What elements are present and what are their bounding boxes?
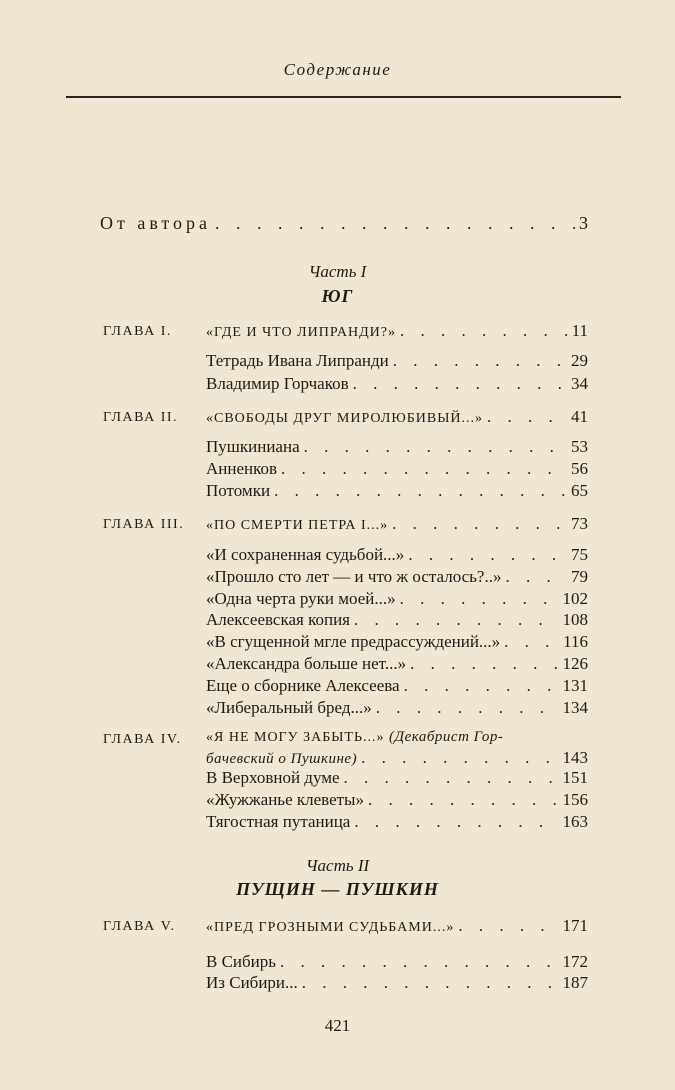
toc-entry-section[interactable]	[206, 952, 588, 972]
entry-title: В Верховной думе	[206, 768, 340, 787]
dot-leader	[280, 952, 558, 972]
toc-entry-chapter[interactable]	[206, 321, 588, 341]
toc-entry-section[interactable]	[206, 589, 588, 609]
entry-page: 79	[571, 567, 588, 586]
dot-leader	[458, 916, 558, 936]
entry-title: Тягостная путаница	[206, 812, 351, 831]
toc-entry-section[interactable]	[206, 459, 588, 479]
entry-title-note-cont: бачевский о Пушкине)	[206, 751, 358, 767]
dot-leader	[281, 459, 567, 479]
dot-leader	[354, 610, 559, 630]
entry-title: Потомки	[206, 481, 271, 500]
dot-leader	[410, 654, 558, 674]
entry-page: 102	[562, 589, 588, 608]
entry-page: 56	[571, 459, 588, 478]
dot-leader	[353, 374, 567, 394]
toc-entry-section[interactable]	[206, 545, 588, 565]
toc-entry-chapter[interactable]	[206, 916, 588, 936]
entry-page: 151	[562, 768, 588, 787]
chapter-number: ГЛАВА II.	[103, 410, 179, 425]
entry-title: «ПРЕД ГРОЗНЫМИ СУДЬБАМИ...»	[206, 920, 455, 935]
dot-leader	[400, 321, 568, 341]
entry-page: 75	[571, 545, 588, 564]
part-label: Часть I	[308, 262, 367, 281]
entry-title: «Александра больше нет...»	[206, 654, 407, 673]
part-title: ЮГ	[321, 286, 354, 306]
dot-leader	[215, 213, 575, 234]
chapter-number: ГЛАВА V.	[103, 919, 176, 934]
entry-title	[206, 751, 357, 768]
running-head: Содержание	[283, 60, 392, 79]
entry-page: 53	[571, 437, 588, 456]
entry-page: 108	[562, 610, 588, 629]
entry-title: «ГДЕ И ЧТО ЛИПРАНДИ?»	[206, 325, 396, 340]
entry-title: «В сгущенной мгле предрассуждений...»	[206, 632, 501, 651]
header-rule	[66, 96, 621, 98]
toc-entry-chapter-cont[interactable]	[206, 748, 588, 768]
entry-page: 116	[563, 632, 588, 651]
entry-title: Владимир Горчаков	[206, 374, 349, 393]
toc-entry-preface[interactable]	[100, 213, 588, 234]
dot-leader	[392, 514, 567, 534]
dot-leader	[354, 812, 558, 832]
part-title: ПУЩИН — ПУШКИН	[236, 879, 439, 899]
toc-entry-section[interactable]	[206, 610, 588, 630]
dot-leader	[344, 768, 559, 788]
entry-page: 131	[562, 676, 588, 695]
part-label: Часть II	[305, 856, 370, 875]
toc-entry-section[interactable]	[206, 698, 588, 718]
dot-leader	[368, 790, 559, 810]
entry-page: 156	[562, 790, 588, 809]
toc-entry-section[interactable]	[206, 481, 588, 501]
entry-page: 143	[562, 748, 588, 767]
entry-page: 172	[562, 952, 588, 971]
dot-leader	[504, 632, 559, 652]
entry-page: 187	[562, 973, 588, 992]
dot-leader	[302, 973, 559, 993]
entry-title: «Прошло сто лет — и что ж осталось?..»	[206, 567, 502, 586]
toc-entry-section[interactable]	[206, 654, 588, 674]
entry-page: 163	[562, 812, 588, 831]
entry-title: «ПО СМЕРТИ ПЕТРА I...»	[206, 518, 389, 533]
dot-leader	[393, 351, 567, 371]
entry-title	[206, 729, 503, 746]
toc-entry-section[interactable]	[206, 676, 588, 696]
entry-page: 171	[562, 916, 588, 935]
dot-leader	[361, 748, 558, 768]
entry-title: Пушкиниана	[206, 437, 300, 456]
dot-leader	[408, 545, 567, 565]
toc-entry-section[interactable]	[206, 567, 588, 587]
dot-leader	[304, 437, 567, 457]
entry-page: 11	[571, 321, 588, 340]
chapter-number: ГЛАВА IV.	[103, 732, 182, 747]
entry-title: От автора	[100, 213, 212, 233]
entry-title: Из Сибири...	[206, 973, 298, 992]
entry-title: «Либеральный бред...»	[206, 698, 372, 717]
dot-leader	[505, 567, 567, 587]
toc-entry-section[interactable]	[206, 374, 588, 394]
entry-title-note: (Декабрист Гор-	[389, 729, 504, 745]
toc-entry-section[interactable]	[206, 812, 588, 832]
entry-page: 41	[571, 407, 588, 426]
toc-entry-section[interactable]	[206, 790, 588, 810]
entry-title: «Жужжанье клеветы»	[206, 790, 364, 809]
toc-entry-section[interactable]	[206, 437, 588, 457]
entry-title: Алексеевская копия	[206, 610, 350, 629]
entry-page: 34	[571, 374, 588, 393]
entry-page: 126	[562, 654, 588, 673]
dot-leader	[404, 676, 559, 696]
entry-page: 134	[562, 698, 588, 717]
entry-title: «И сохраненная судьбой...»	[206, 545, 405, 564]
entry-page: 3	[579, 213, 588, 233]
entry-title: «СВОБОДЫ ДРУГ МИРОЛЮБИВЫЙ...»	[206, 411, 484, 426]
entry-title-main: «Я НЕ МОГУ ЗАБЫТЬ...»	[206, 730, 385, 745]
toc-entry-section[interactable]	[206, 632, 588, 652]
entry-title: Еще о сборнике Алексеева	[206, 676, 400, 695]
chapter-number: ГЛАВА III.	[103, 517, 185, 532]
dot-leader	[274, 481, 567, 501]
entry-title: «Одна черта руки моей...»	[206, 589, 396, 608]
dot-leader	[376, 698, 559, 718]
chapter-number: ГЛАВА I.	[103, 324, 172, 339]
toc-entry-section[interactable]	[206, 973, 588, 993]
dot-leader	[487, 407, 567, 427]
entry-title: Тетрадь Ивана Липранди	[206, 351, 389, 370]
toc-entry-chapter-title[interactable]	[206, 729, 588, 746]
entry-page: 29	[571, 351, 588, 370]
entry-title: Анненков	[206, 459, 278, 478]
entry-page: 73	[571, 514, 588, 533]
dot-leader	[400, 589, 559, 609]
toc-entry-chapter[interactable]	[206, 407, 588, 427]
toc-entry-section[interactable]	[206, 351, 588, 371]
toc-entry-chapter[interactable]	[206, 514, 588, 534]
page-number: 421	[324, 1016, 351, 1035]
entry-page: 65	[571, 481, 588, 500]
entry-title: В Сибирь	[206, 952, 277, 971]
toc-entry-section[interactable]	[206, 768, 588, 788]
